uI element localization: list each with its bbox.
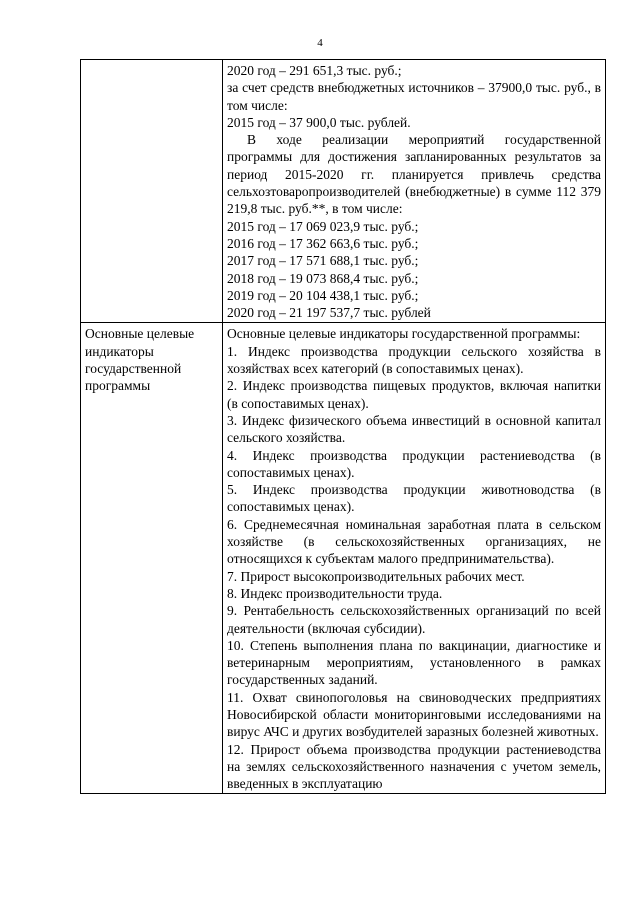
indicator-item: 9. Рентабельность сельскохозяйственных организаций по всей деятельности (включая субсидии). xyxy=(227,603,601,636)
indicators-label: Основные целевые индикаторы государственной программы xyxy=(85,326,195,394)
funding-line: 2020 год – 21 197 537,7 тыс. рублей xyxy=(227,305,431,321)
funding-line: 2015 год – 17 069 023,9 тыс. руб.; xyxy=(227,218,419,234)
indicator-item: 2. Индекс производства пищевых продуктов, включая напитки (в сопоставимых ценах). xyxy=(227,378,601,411)
indicator-item: 12. Прирост объема производства продукции растениеводства на землях сельскохозяйственного назначения с учетом земель, введенных в эксплуатацию xyxy=(227,741,601,792)
funding-line: 2018 год – 19 073 868,4 тыс. руб.; xyxy=(227,270,419,286)
indicator-item: 1. Индекс производства продукции сельского хозяйства в хозяйствах всех категорий (в сопоставимых ценах). xyxy=(227,343,601,377)
indicator-item: 10. Степень выполнения плана по вакцинации, диагностике и ветеринарным мероприятиям, установленного в рамках государственных заданий. xyxy=(227,637,601,688)
indicators-intro: Основные целевые индикаторы государственной программы: xyxy=(227,326,581,342)
indicator-item: 5. Индекс производства продукции животноводства (в сопоставимых ценах). xyxy=(227,482,601,515)
table-row-indicators xyxy=(81,323,606,794)
funding-line: 2016 год – 17 362 663,6 тыс. руб.; xyxy=(227,235,419,251)
funding-line: 2020 год – 291 651,3 тыс. руб.; xyxy=(227,63,402,78)
indicator-item: 3. Индекс физического объема инвестиций в основной капитал сельского хозяйства. xyxy=(227,412,601,446)
funding-line: 2015 год – 37 900,0 тыс. рублей. xyxy=(227,114,411,130)
funding-line: 2017 год – 17 571 688,1 тыс. руб.; xyxy=(227,253,419,269)
funding-line: 2019 год – 20 104 438,1 тыс. руб.; xyxy=(227,287,419,303)
funding-content-cell xyxy=(223,60,606,323)
funding-paragraph: В ходе реализации мероприятий государственной программы для достижения запланированных результатов за период 2015-2020 гг. планируется привлечь средства сельхозтоваропроизводителей (внебюджетные) в сумме 112 379 219,8 тыс. руб.**, в том числе: xyxy=(227,132,601,217)
funding-paragraph: за счет средств внебюджетных источников – 37900,0 тыс. руб., в том числе: xyxy=(227,80,601,113)
indicator-item: 8. Индекс производительности труда. xyxy=(227,585,443,601)
page-number: 4 xyxy=(317,37,323,49)
table-row-funding xyxy=(81,60,606,323)
indicators-content-cell xyxy=(223,323,606,794)
indicator-item: 11. Охват свинопоголовья на свиноводческих предприятиях Новосибирской области мониторинговыми исследованиями на вирус АЧС и других возбудителей заразных болезней животных. xyxy=(227,689,601,740)
program-passport-table xyxy=(80,59,606,794)
row-label-cell xyxy=(81,323,223,794)
row-label-cell xyxy=(81,60,223,323)
indicator-item: 4. Индекс производства продукции растениеводства (в сопоставимых ценах). xyxy=(227,447,601,480)
indicator-item: 6. Среднемесячная номинальная заработная плата в сельском хозяйстве (в сельскохозяйственных организациях, не относящихся к субъектам малого предпринимательства). xyxy=(227,516,601,567)
indicator-item: 7. Прирост высокопроизводительных рабочих мест. xyxy=(227,568,525,584)
